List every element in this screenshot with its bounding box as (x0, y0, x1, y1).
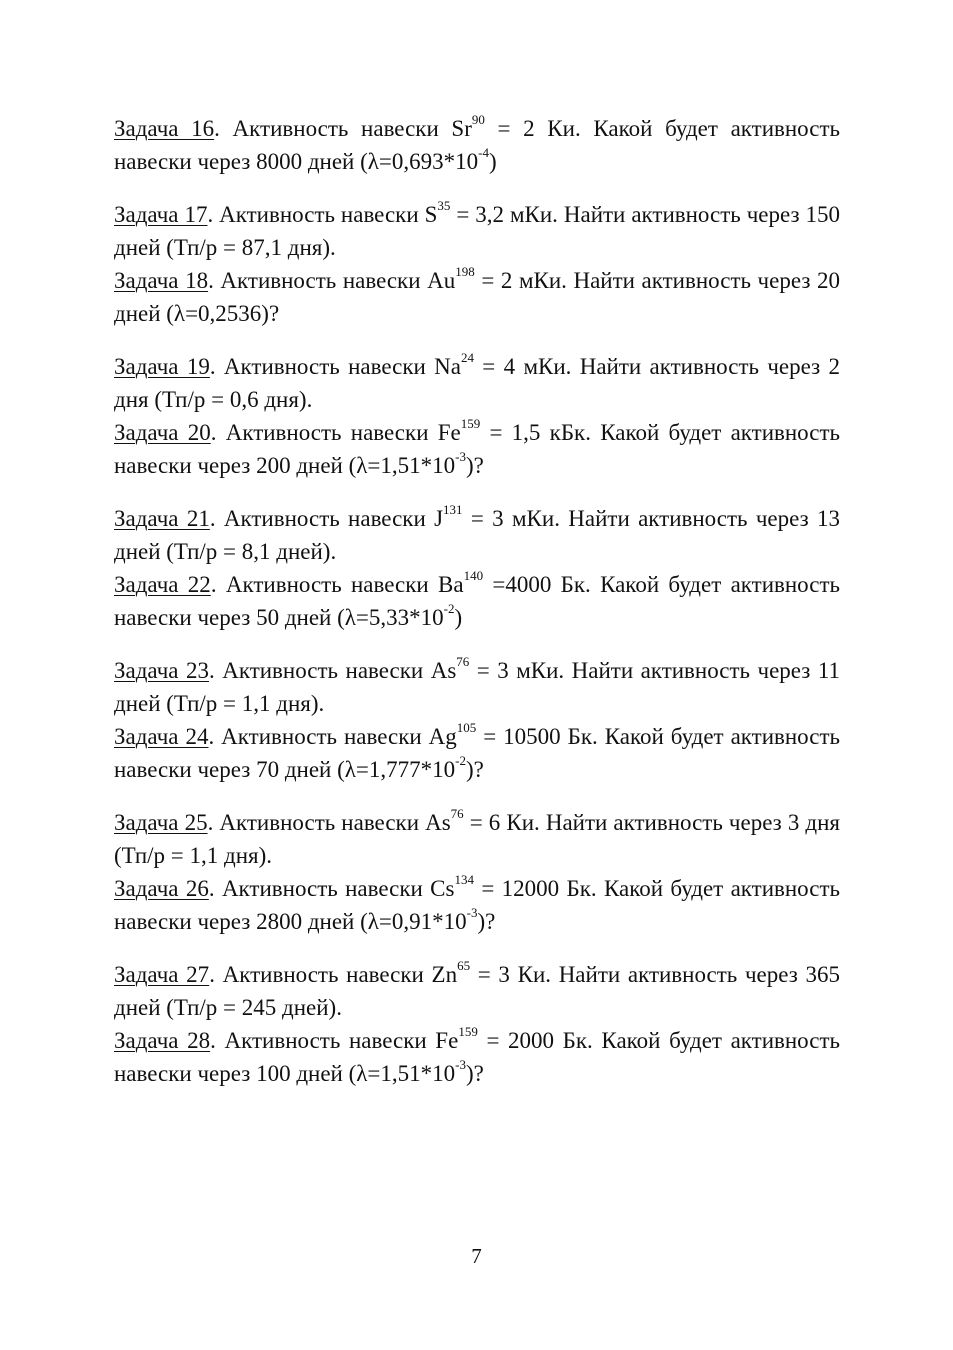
problem-label: Задача 20 (114, 420, 211, 445)
superscript: 159 (458, 1024, 478, 1040)
superscript: 140 (463, 568, 484, 584)
superscript: -4 (478, 145, 489, 161)
problem-text: . Активность навески Cs (208, 876, 455, 901)
problem-text: ) (454, 605, 463, 630)
problem-text: . Активность навески Zn (209, 962, 458, 987)
problem-label: Задача 19 (114, 354, 210, 379)
superscript: -2 (443, 601, 455, 617)
page-number: 7 (471, 1244, 482, 1268)
superscript: 76 (450, 806, 464, 822)
problem-text: = 3 Ки. Найти активность через 365 дней (Тп/р = 245 дней). (114, 962, 841, 1020)
superscript: 105 (456, 720, 477, 736)
problem-text: = 3 мКи. Найти активность через 13 дней (Тп/р = 8,1 дней). (114, 506, 840, 564)
problem-27 (114, 958, 840, 1024)
problem-text: . Активность навески As (207, 810, 451, 835)
problem-label: Задача 21 (114, 506, 210, 531)
problem-17 (114, 198, 840, 264)
superscript: 35 (437, 198, 451, 214)
problem-text: . Активность навески Sr (214, 116, 472, 141)
problem-text: . Активность навески J (209, 506, 444, 531)
problem-text: = 1,5 кБк. Какой будет активность навески через 200 дней (λ=1,51*10 (114, 420, 840, 478)
problem-24 (114, 720, 840, 786)
problem-28 (114, 1024, 840, 1090)
superscript: 65 (457, 958, 471, 974)
problem-22 (114, 568, 840, 634)
superscript: -3 (455, 1057, 466, 1073)
problem-text: = 2 мКи. Найти активность через 20 дней (λ=0,2536)? (114, 268, 840, 326)
superscript: -3 (466, 905, 478, 921)
problem-text: . Активность навески Fe (210, 1028, 459, 1053)
problem-text: = 6 Ки. Найти активность через 3 дня (Тп/р = 1,1 дня). (114, 810, 841, 868)
superscript: 76 (456, 654, 470, 670)
problem-text: =4000 Бк. Какой будет активность навески через 50 дней (λ=5,33*10 (114, 572, 840, 630)
superscript: 134 (454, 872, 474, 888)
problem-label: Задача 27 (114, 962, 210, 987)
problem-text: )? (465, 1061, 484, 1086)
superscript: 159 (460, 416, 481, 432)
superscript: 90 (471, 112, 485, 128)
superscript: 24 (460, 350, 474, 366)
problem-text: = 12000 Бк. Какой будет активность навески через 2800 дней (λ=0,91*10 (114, 876, 840, 934)
problem-text: . Активность навески Fe (210, 420, 461, 445)
problem-19 (114, 350, 840, 416)
problem-text: . Активность навески Ag (208, 724, 457, 749)
problem-text: . Активность навески As (208, 658, 457, 683)
problem-label: Задача 25 (114, 810, 208, 835)
problem-text: = 3 мКи. Найти активность через 11 дней (Тп/р = 1,1 дня). (114, 658, 841, 716)
problem-text: = 4 мКи. Найти активность через 2 дня (Тп/р = 0,6 дня). (114, 354, 840, 412)
problem-label: Задача 17 (114, 202, 208, 227)
problem-16 (114, 112, 840, 178)
problem-text: = 2000 Бк. Какой будет активность навески через 100 дней (λ=1,51*10 (114, 1028, 841, 1086)
problem-21 (114, 502, 840, 568)
problem-label: Задача 18 (114, 268, 209, 293)
problem-18 (114, 264, 840, 330)
problem-20 (114, 416, 840, 482)
problem-label: Задача 24 (114, 724, 209, 749)
problem-text: )? (477, 909, 496, 934)
problem-text: . Активность навески Ba (210, 572, 464, 597)
problem-text: = 2 Ки. Какой будет активность навески через 8000 дней (λ=0,693*10 (114, 116, 841, 174)
problem-list (114, 112, 840, 1090)
problem-text: . Активность навески Au (208, 268, 456, 293)
superscript: 198 (455, 264, 475, 280)
problem-text: )? (465, 757, 484, 782)
problem-text: . Активность навески S (207, 202, 438, 227)
problem-25 (114, 806, 840, 872)
problem-text: = 10500 Бк. Какой будет активность навески через 70 дней (λ=1,777*10 (114, 724, 841, 782)
problem-text: )? (465, 453, 484, 478)
problem-label: Задача 23 (114, 658, 209, 683)
problem-label: Задача 28 (114, 1028, 211, 1053)
superscript: 131 (443, 502, 463, 518)
superscript: -3 (455, 449, 466, 465)
superscript: -2 (455, 753, 466, 769)
problem-23 (114, 654, 840, 720)
problem-label: Задача 26 (114, 876, 209, 901)
problem-text: = 3,2 мКи. Найти активность через 150 дней (Тп/р = 87,1 дня). (114, 202, 841, 260)
problem-text: ) (488, 149, 497, 174)
problem-label: Задача 22 (114, 572, 211, 597)
problem-26 (114, 872, 840, 938)
problem-label: Задача 16 (114, 116, 215, 141)
problem-text: . Активность навески Na (209, 354, 461, 379)
